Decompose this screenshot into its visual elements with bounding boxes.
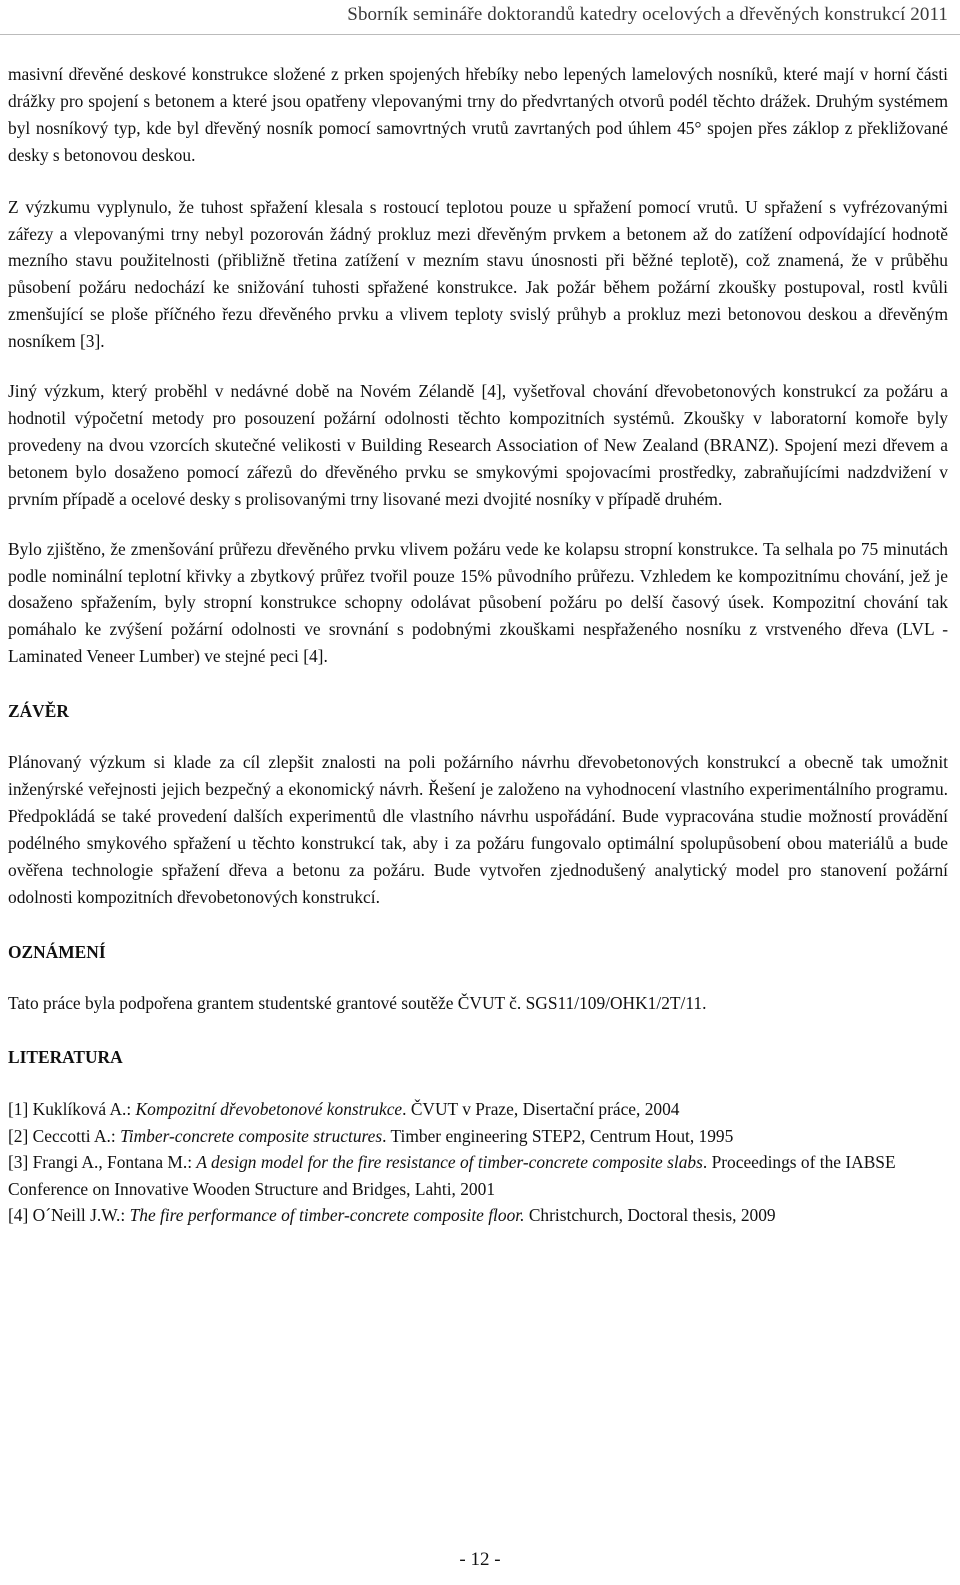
acknowledgement-heading: OZNÁMENÍ bbox=[8, 941, 106, 962]
reference-number: [4] bbox=[8, 1205, 29, 1226]
paragraph-stiffness-findings: Z výzkumu vyplynulo, že tuhost spřažení klesala s rostoucí teplotou pouze u spřažení pomocí vrutů. U spřažení s vyfrézovanými zářezy a vlepovanými trny nebyl pozorován žádný prokluz mezi dřevěným prvkem a betonem až do zatížení odpovídající hodnotě mezního stavu použitelnosti (přibližně třetina zatížení v mezním stavu únosnosti při běžné teplotě), což znamená, že v průběhu působení požáru nedochází ke snižování tuhosti spřažené konstrukce. Jak požár během požární zkoušky postupoval, rostl kvůli zmenšující se ploše příčného řezu dřevěného prvku a vlivem teploty svislý průhyb a prokluz mezi betonovou deskou a dřevěným nosníkem [3]. bbox=[8, 196, 948, 352]
reference-item bbox=[8, 1096, 948, 1123]
reference-author: O´Neill J.W.: bbox=[32, 1205, 130, 1226]
reference-author: Frangi A., Fontana M.: bbox=[32, 1152, 197, 1173]
literature-heading: LITERATURA bbox=[8, 1047, 123, 1068]
reference-title: Timber-concrete composite structures bbox=[120, 1125, 383, 1146]
running-header: Sborník semináře doktorandů katedry ocelových a dřevěných konstrukcí 2011 bbox=[347, 4, 948, 25]
reference-item bbox=[8, 1123, 948, 1150]
header-divider bbox=[0, 34, 960, 35]
acknowledgement-paragraph: Tato práce byla podpořena grantem studentské grantové soutěže ČVUT č. SGS11/109/OHK1/2T/11. bbox=[8, 992, 707, 1013]
reference-title: Kompozitní dřevobetonové konstrukce bbox=[135, 1099, 403, 1120]
reference-author: Kuklíková A.: bbox=[32, 1099, 136, 1120]
conclusion-paragraph: Plánovaný výzkum si klade za cíl zlepšit znalosti na poli požárního návrhu dřevobetonových konstrukcí a obecně tak umožnit inženýrské veřejnosti jejich bezpečný a ekonomický návrh. Řešení je založeno na vyhodnocení vlastního experimentálního programu. Předpokládá se také provedení dalších experimentů dle vlastního návrhu uspořádání. Bude vypracována studie možností provádění podélného smykového spřažení u těchto konstrukcí tak, aby i za požáru fungovalo optimální spolupůsobení obou materiálů a bude ověřena technologie spřažení dřeva a betonu za požáru. Bude vytvořen zjednodušený analytický model pro stanovení požární odolnosti kompozitních dřevobetonových konstrukcí. bbox=[8, 752, 948, 907]
reference-number: [1] bbox=[8, 1099, 29, 1120]
paragraph-new-zealand-research: Jiný výzkum, který proběhl v nedávné době na Novém Zélandě [4], vyšetřoval chování dřevobetonových konstrukcí za požáru a hodnotil výpočetní metody pro posouzení požární odolnosti těchto kompozitních systémů. Zkoušky v laboratorní komoře byly provedeny na dvou vzorcích skutečné velikosti v Building Research Association of New Zealand (BRANZ). Spojení mezi dřevem a betonem bylo dosaženo pomocí zářezů do dřevěného prvku se smykovými spojovacími prostředky, zabraňujícími nadzdvižení v prvním případě a ocelové desky s prolisovanými trny lisované mezi dvojité nosníky v případě druhém. bbox=[8, 381, 948, 509]
reference-title: The fire performance of timber-concrete composite floor. bbox=[129, 1205, 525, 1226]
reference-title: A design model for the fire resistance of timber-concrete composite slabs bbox=[196, 1152, 703, 1173]
reference-details: . ČVUT v Praze, Disertační práce, 2004 bbox=[402, 1099, 680, 1120]
reference-item bbox=[8, 1202, 948, 1229]
reference-details: . Timber engineering STEP2, Centrum Hout, 1995 bbox=[382, 1125, 734, 1146]
page-number: - 12 - bbox=[459, 1549, 501, 1570]
reference-author: Ceccotti A.: bbox=[32, 1125, 121, 1146]
reference-item bbox=[8, 1149, 948, 1202]
reference-details: . Proceedings of the IABSE Conference on Innovative Wooden Structure and Bridges, Lahti, 2001 bbox=[8, 1152, 896, 1199]
paragraph-collapse-findings: Bylo zjištěno, že zmenšování průřezu dřevěného prvku vlivem požáru vede ke kolapsu stropní konstrukce. Ta selhala po 75 minutách podle nominální teplotní křivky a zbytkový průřez tvořil pouze 15% původního průřezu. Vzhledem ke kompozitnímu chování, jež je dosaženo spřažením, byly stropní konstrukce schopny odolávat působení požáru po delší časový úsek. Kompozitní chování tak pomáhalo ke zvýšení požární odolnosti ve srovnání s podobnými zkouškami nespřaženého nosníku z vrstveného dřeva (LVL - Laminated Veneer Lumber) ve stejné peci [4]. bbox=[8, 538, 948, 667]
reference-number: [2] bbox=[8, 1125, 29, 1146]
paragraph-intro-continuation: masivní dřevěné deskové konstrukce složené z prken spojených hřebíky nebo lepených lamelových nosníků, které mají v horní části drážky pro spojení s betonem a které jsou opatřeny vlepovanými trny do předvrtaných otvorů podél těchto drážek. Druhým systémem byl nosníkový typ, kde byl dřevěný nosník pomocí samovrtných vrutů zavrtaných pod úhlem 45° spojen přes záklop z překližované desky s betonovou deskou. bbox=[8, 64, 948, 165]
reference-list bbox=[8, 1096, 948, 1229]
conclusion-heading: ZÁVĚR bbox=[8, 701, 69, 722]
reference-number: [3] bbox=[8, 1152, 29, 1173]
document-body bbox=[8, 61, 948, 1229]
reference-details: Christchurch, Doctoral thesis, 2009 bbox=[524, 1205, 776, 1226]
